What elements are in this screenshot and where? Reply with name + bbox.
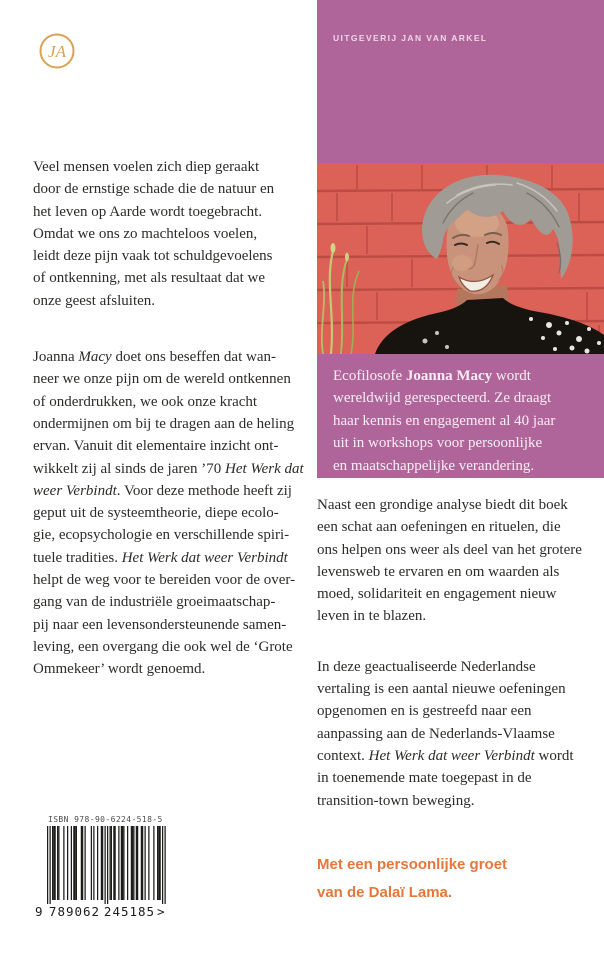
text-line: het leven op Aarde wordt toegebracht. [33,203,263,220]
joanna-macy-photo [317,163,604,354]
text-line: Naast een grondige analyse biedt dit boek [317,497,568,513]
text-line: weer Verbindt. Voor deze methode heeft zij [33,482,292,499]
text-line: Ommekeer’ wordt genoemd. [33,661,206,678]
text-line: van de Dalaï Lama. [317,884,453,901]
paragraph [317,494,599,628]
text-line: transition-town beweging. [317,792,475,809]
barcode-digit-group2: 245185 [103,904,156,919]
dalai-lama-note [317,851,507,907]
text-line: ons helpen ons weer als deel van het grotere [317,541,582,558]
right-column [317,494,599,812]
text-line: leidt deze pijn vaak tot schuldgevoelens [33,248,273,265]
text-line: tuele tradities. Het Werk dat weer Verbindt [33,549,288,566]
text-line: leven in te blazen. [317,608,427,625]
text-line: geput uit de systeemtheorie, diepe ecolo- [33,505,279,522]
text-line: gang van de industriële groeimaatschap- [33,594,276,611]
text-line: wikkelt zij al sinds de jaren ’70 Het Werk dat [33,460,304,477]
text-line: moed, solidariteit en engagement nieuw [317,586,557,603]
text-line: levensweb te ervaren en om waarden als [317,563,560,580]
text-line: vertaling is een aantal nieuwe oefeningen [317,681,566,698]
text-line: of onderdrukken, we ook onze kracht [33,393,258,410]
text-line: context. Het Werk dat weer Verbindt wordt [317,747,574,764]
publisher-logo-icon [38,32,76,70]
text-line: Joanna Macy doet ons beseffen dat wan- [33,349,276,366]
text-line: neer we onze pijn om de wereld ontkennen [33,371,291,388]
paragraph [33,346,315,680]
isbn-label: ISBN 978-90-6224-518-5 [48,815,163,824]
text-line: wereldwijd gerespecteerd. Ze draagt [333,390,552,407]
author-info-box [317,354,604,478]
paragraph [317,656,599,812]
text-line: pij naar een levensondersteunende samen- [33,616,287,633]
text-line: Veel mensen voelen zich diep geraakt [33,159,260,175]
text-line: in toenemende mate toegepast in de [317,770,532,787]
portrait-illustration [317,163,604,354]
barcode-digit-group1: 789062 [48,904,101,919]
text-line: Omdat we ons zo machteloos voelen, [33,225,258,242]
text-line: onze geest afsluiten. [33,292,156,309]
publisher-name: UITGEVERIJ JAN VAN ARKEL [333,33,488,43]
barcode-digit-lead: 9 [35,904,47,919]
barcode-digits [35,904,185,919]
text-line: Ecofilosofe Joanna Macy wordt [333,368,531,384]
text-line: leving, een overgang die ook wel de ‘Grote [33,638,293,655]
text-line: opgenomen en is gestreefd naar een [317,703,532,720]
text-line: een schat aan oefeningen en rituelen, die [317,519,561,536]
masthead-block [317,0,604,163]
logo-svg [38,32,76,70]
text-line: Met een persoonlijke groet [317,856,508,873]
text-line: gie, ecopsychologie en verschillende spiri- [33,527,290,544]
text-line: uit in workshops voor persoonlijke [333,435,543,452]
barcode-block [35,815,185,919]
text-line: In deze geactualiseerde Nederlandse [317,658,536,675]
barcode-bars [47,826,166,908]
text-line: helpt de weg voor te bereiden voor de over- [33,572,296,589]
text-line: aanpassing aan de Nederlands-Vlaamse [317,725,555,742]
text-line: ondermijnen om bij te dragen aan de heling [33,415,295,432]
left-column [33,156,315,681]
text-line: ervan. Vanuit dit elementaire inzicht ont- [33,438,279,455]
paragraph [33,156,315,312]
text-line: of ontkenning, met als resultaat dat we [33,270,266,287]
svg-text:JA: JA [48,42,66,61]
text-line: door de ernstige schade die de natuur en [33,181,275,198]
barcode-digit-suffix: > [157,904,167,919]
text-line: haar kennis en engagement al 40 jaar [333,412,556,429]
text-line: en maatschappelijke verandering. [333,457,535,474]
